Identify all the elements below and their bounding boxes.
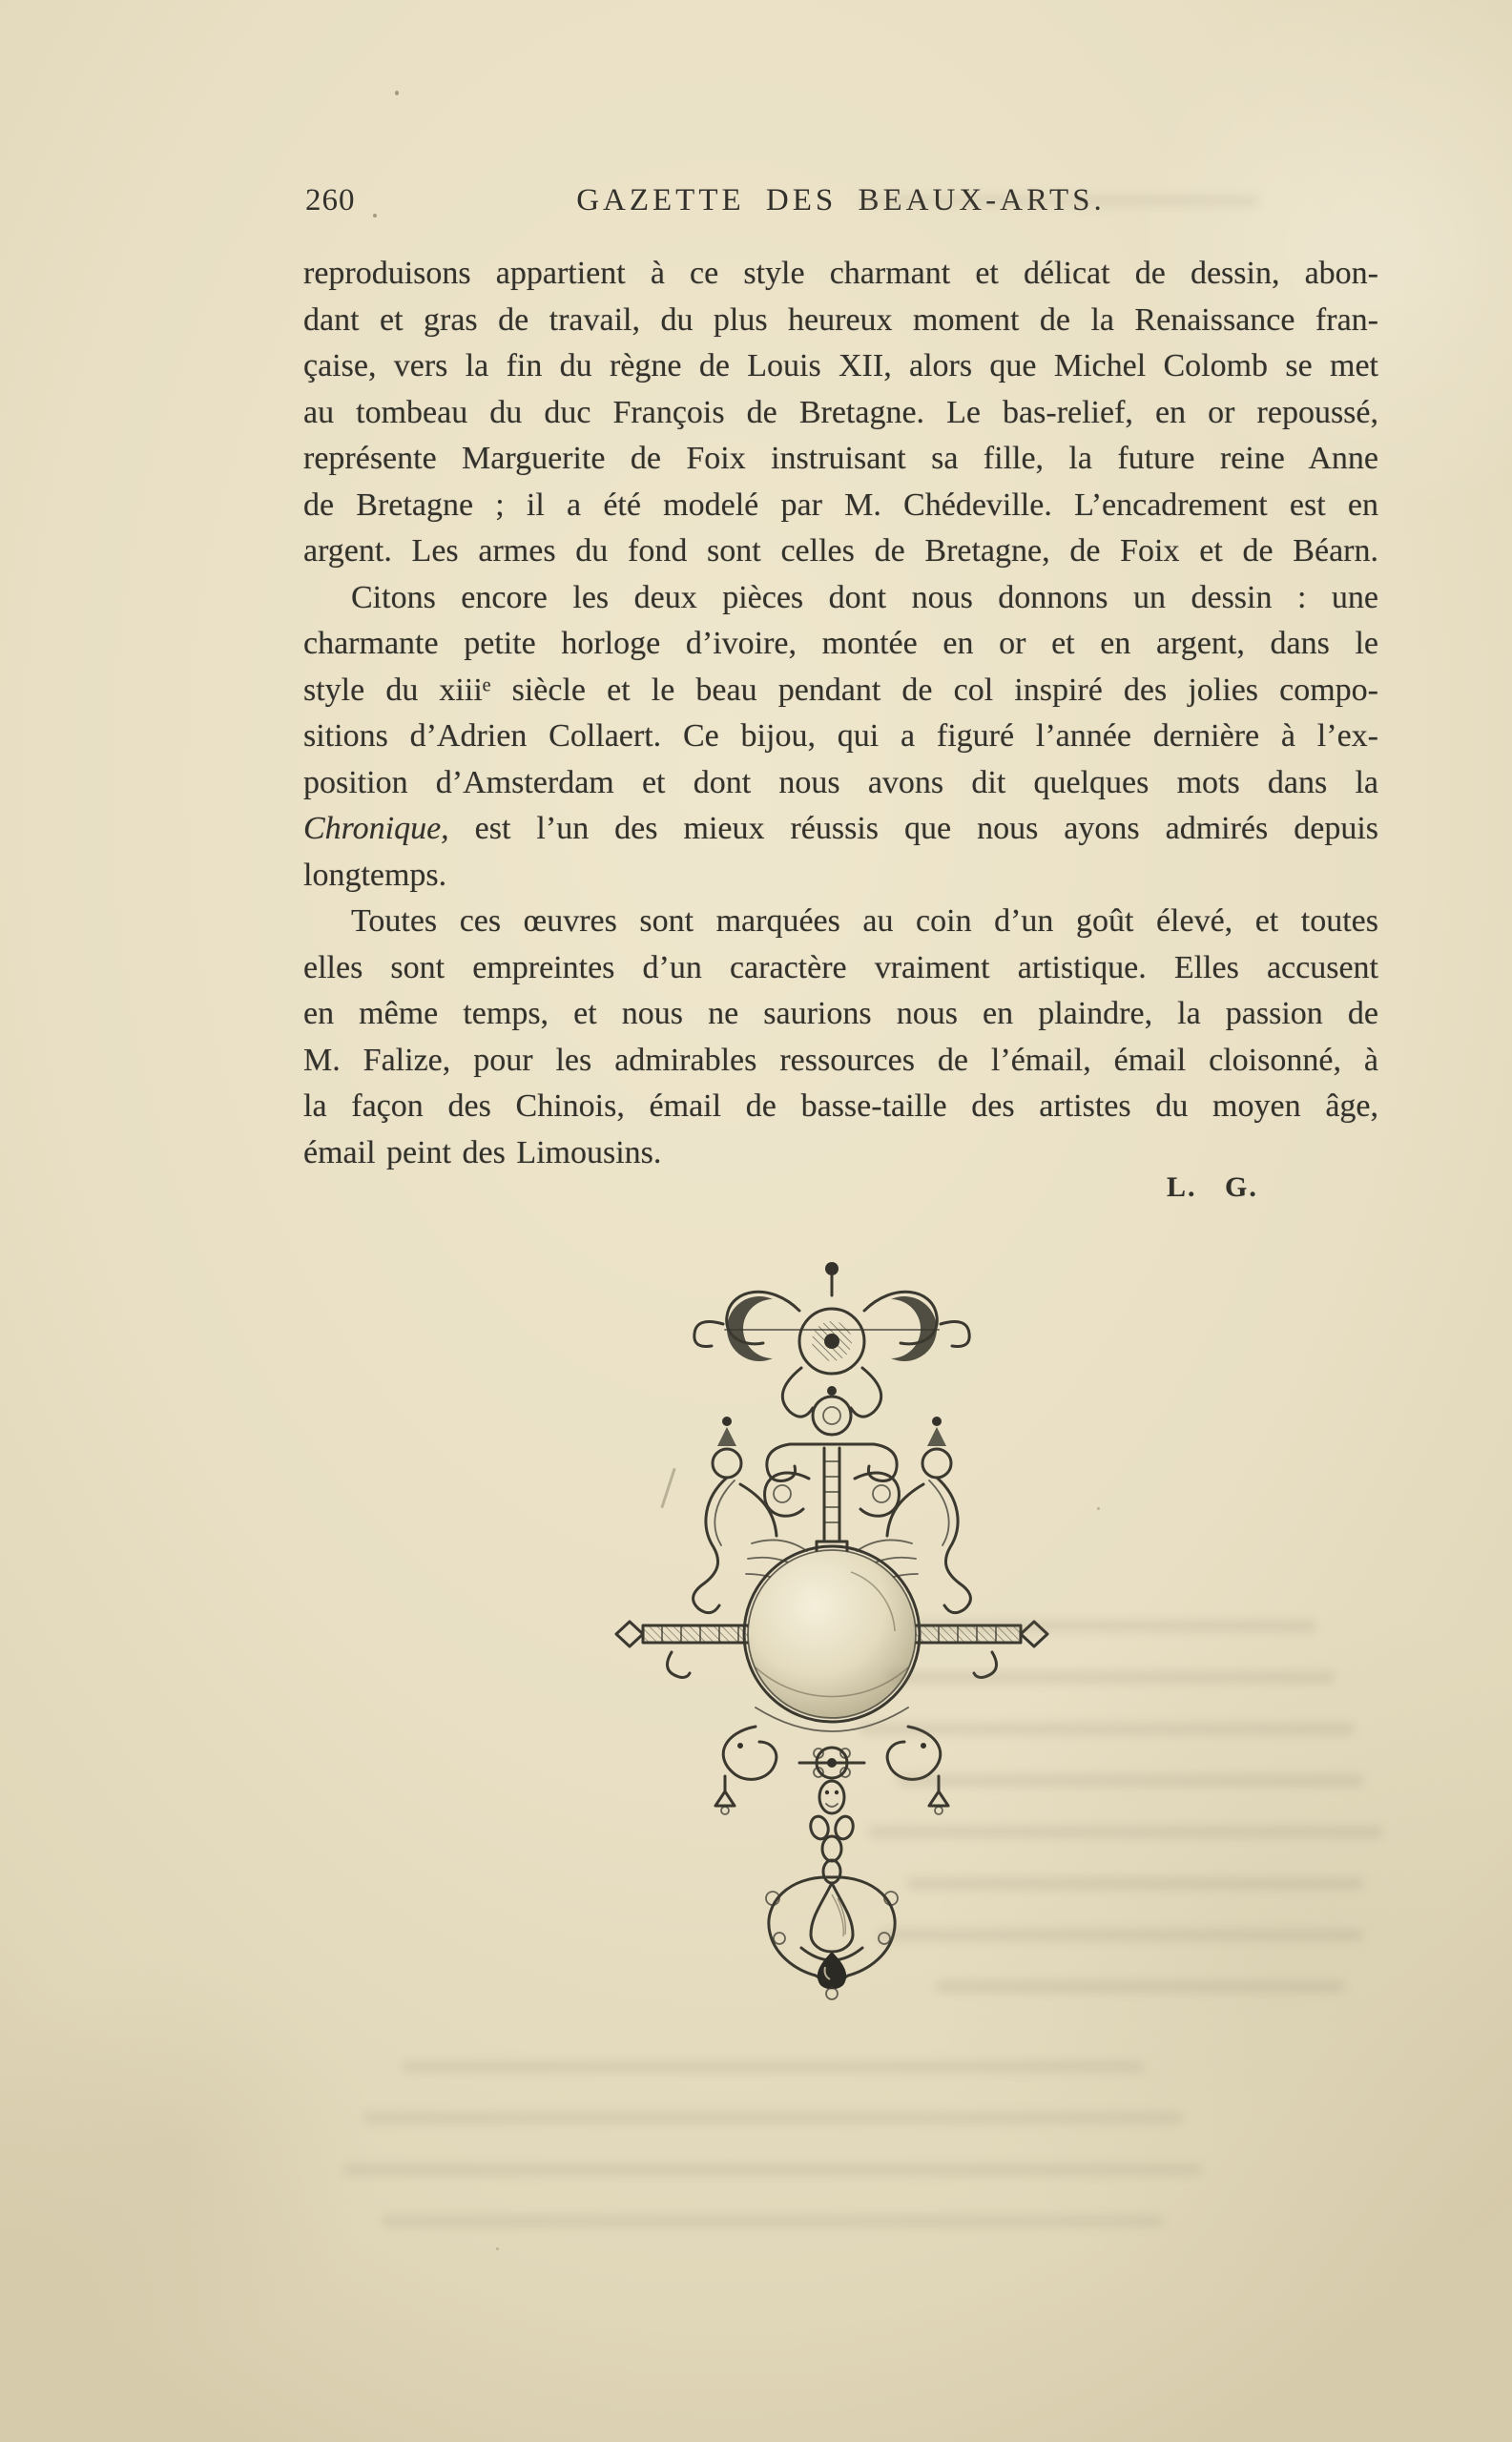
text-line: Citons encore les deux pièces dont nous donnons un dessin : une (351, 579, 1378, 615)
show-through-smudge (343, 2163, 1202, 2176)
pendant-engraving (612, 1257, 1051, 2001)
sphere (744, 1546, 920, 1752)
show-through-smudge (382, 2215, 1164, 2227)
drop-cartouche (766, 1877, 898, 1999)
text-line: argent. Les armes du fond sont celles de Bretagne, de Foix et de Béarn. (303, 533, 1378, 569)
author-signature: L. G. (1167, 1171, 1258, 1203)
show-through-smudge (362, 2112, 1183, 2124)
text-line: la façon des Chinois, émail de basse-taille des artistes du moyen âge, (303, 1088, 1378, 1124)
bail-ring (813, 1386, 851, 1435)
text-line: elles sont empreintes d’un caractère vraiment artistique. Elles accusent (303, 949, 1378, 985)
text-line: Toutes ces œuvres sont marquées au coin d’un goût élevé, et toutes (351, 903, 1378, 939)
text-line: reproduisons appartient à ce style charmant et délicat de dessin, abon- (303, 256, 1378, 291)
text-line: émail peint des Limousins. (303, 1134, 662, 1170)
text-line: M. Falize, pour les admirables ressources de l’émail, émail cloisonné, à (303, 1042, 1378, 1078)
running-title: GAZETTE DES BEAUX-ARTS. (576, 183, 1106, 217)
paper-speck (1097, 1507, 1100, 1510)
italic-word: Chronique, (303, 811, 449, 846)
text-line: dant et gras de travail, du plus heureux moment de la Renaissance fran- (303, 301, 1378, 338)
show-through-smudge (401, 2060, 1145, 2073)
dolphin-cluster (715, 1707, 948, 1814)
central-column (765, 1444, 900, 1557)
text-line-rest: est l’un des mieux réussis que nous ayons admirés depuis (448, 811, 1378, 846)
text-line: en même temps, et nous ne saurions nous en plaindre, la passion de (303, 996, 1378, 1031)
paper-speck (496, 2247, 499, 2250)
text-line: sitions d’Adrien Collaert. Ce bijou, qui a figuré l’année dernière à l’ex- (303, 718, 1378, 754)
paper-speck (395, 91, 399, 95)
text-line: représente Marguerite de Foix instruisant sa fille, la future reine Anne (303, 441, 1378, 476)
page-header (303, 183, 1378, 233)
page-number: 260 (305, 183, 356, 217)
text-line: style du xiiiᵉ siècle et le beau pendant de col inspiré des jolies compo- (303, 672, 1378, 708)
text-line: charmante petite horloge d’ivoire, montée en or et en argent, dans le (303, 626, 1378, 661)
text-line: longtemps. (303, 857, 447, 893)
text-line (303, 806, 1378, 853)
text-line: çaise, vers la fin du règne de Louis XII, alors que Michel Colomb se met (303, 348, 1378, 383)
body-text (303, 251, 1378, 1176)
text-line: position d’Amsterdam et dont nous avons dit quelques mots dans la (303, 764, 1378, 800)
text-line: au tombeau du duc François de Bretagne. Le bas-relief, en or repoussé, (303, 394, 1378, 430)
mask-and-chain (808, 1781, 856, 1883)
text-line: de Bretagne ; il a été modelé par M. Chédeville. L’encadrement est en (303, 486, 1378, 523)
